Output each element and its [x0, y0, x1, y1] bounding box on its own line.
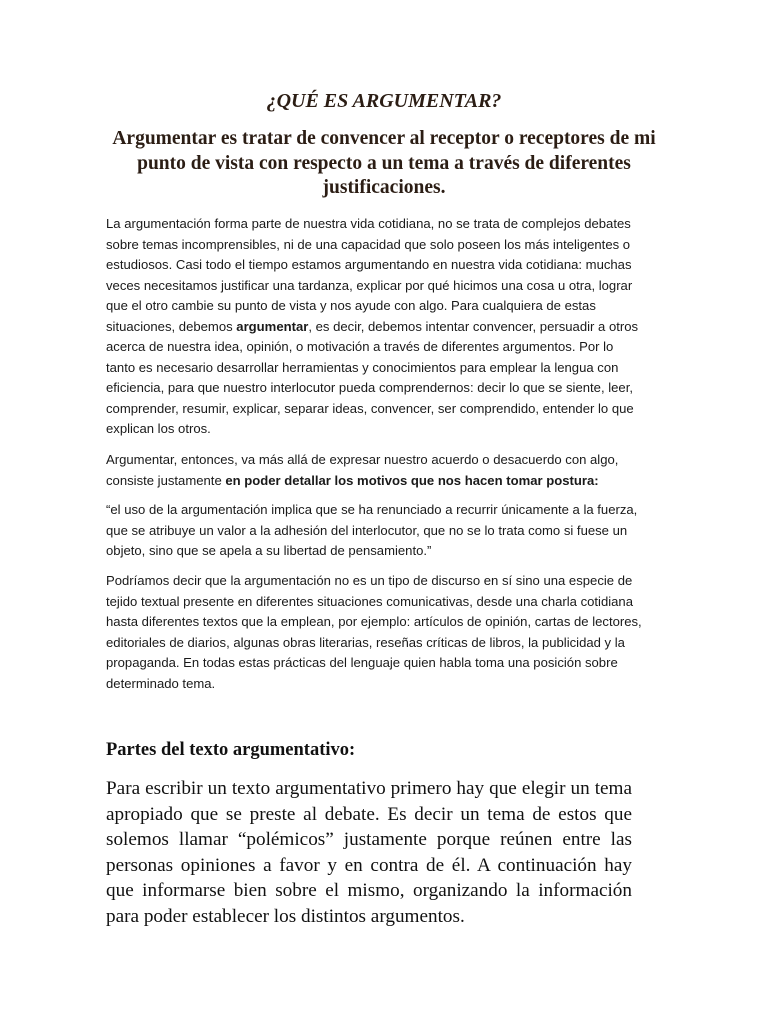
- section-paragraph: Para escribir un texto argumentativo primero hay que elegir un tema apropiado que se preste al debate. Es decir un tema de estos que solemos llamar “polémicos” justamente porque reúnen entre las personas opiniones a favor y en contra de él. A continuación hay que informarse bien sobre el mismo, organizando la información para poder establecer los distintos argumentos.: [106, 778, 632, 927]
- paragraph-intro-text-1: La argumentación forma parte de nuestra vida cotidiana, no se trata de complejos debates sobre temas incomprensibles, ni de una capacidad que solo poseen los más inteligentes o estudiosos. Casi todo el tiempo estamos argumentando en nuestra vida cotidiana: muchas veces necesitamos justificar una tardanza, explicar por qué hicimos una cosa u otra, lograr que el otro cambie su punto de vista y nos ayude con algo. Para cualquiera de estas situaciones, debemos: [106, 216, 633, 334]
- paragraph-motives-bold: en poder detallar los motivos que nos hacen tomar postura:: [225, 472, 599, 488]
- paragraph-motives: [106, 450, 646, 491]
- paragraph-intro: [106, 214, 646, 440]
- paragraph-intro-bold: argumentar: [236, 318, 309, 334]
- paragraph-intro-text-2: , es decir, debemos intentar convencer, persuadir a otros acerca de nuestra idea, opinión, o motivación a través de diferentes argumentos. Por lo tanto es necesario desarrollar herramientas y conocimientos para emplear la lengua con eficiencia, para que nuestro interlocutor pueda comprendernos: decir lo que se siente, leer, comprender, resumir, explicar, separar ideas, convencer, ser comprendido, entender lo que explican los otros.: [106, 318, 639, 436]
- quote-paragraph: “el uso de la argumentación implica que se ha renunciado a recurrir únicamente a la fuerza, que se atribuye un valor a la adhesión del interlocutor, que no se lo trata como si fuese un objeto, sino que se apela a su libertad de pensamiento.”: [106, 502, 638, 558]
- section-heading: Partes del texto argumentativo:: [106, 740, 356, 760]
- page-title: ¿QUÉ ES ARGUMENTAR?: [266, 90, 502, 112]
- paragraph-textual-fabric: Podríamos decir que la argumentación no es un tipo de discurso en sí sino una especie de tejido textual presente en diferentes situaciones comunicativas, desde una charla cotidiana hasta diferentes textos que la emplean, por ejemplo: artículos de opinión, cartas de lectores, editoriales de diarios, algunas obras literarias, reseñas críticas de libros, la publicidad y la propaganda. En todas estas prácticas del lenguaje quien habla toma una posición sobre determinado tema.: [106, 573, 642, 691]
- paragraph-motives-text: Argumentar, entonces, va más allá de expresar nuestro acuerdo o desacuerdo con algo, consiste justamente: [106, 452, 619, 488]
- page-subtitle: Argumentar es tratar de convencer al receptor o receptores de mi punto de vista con respecto a un tema a través de diferentes justificaciones.: [112, 128, 656, 198]
